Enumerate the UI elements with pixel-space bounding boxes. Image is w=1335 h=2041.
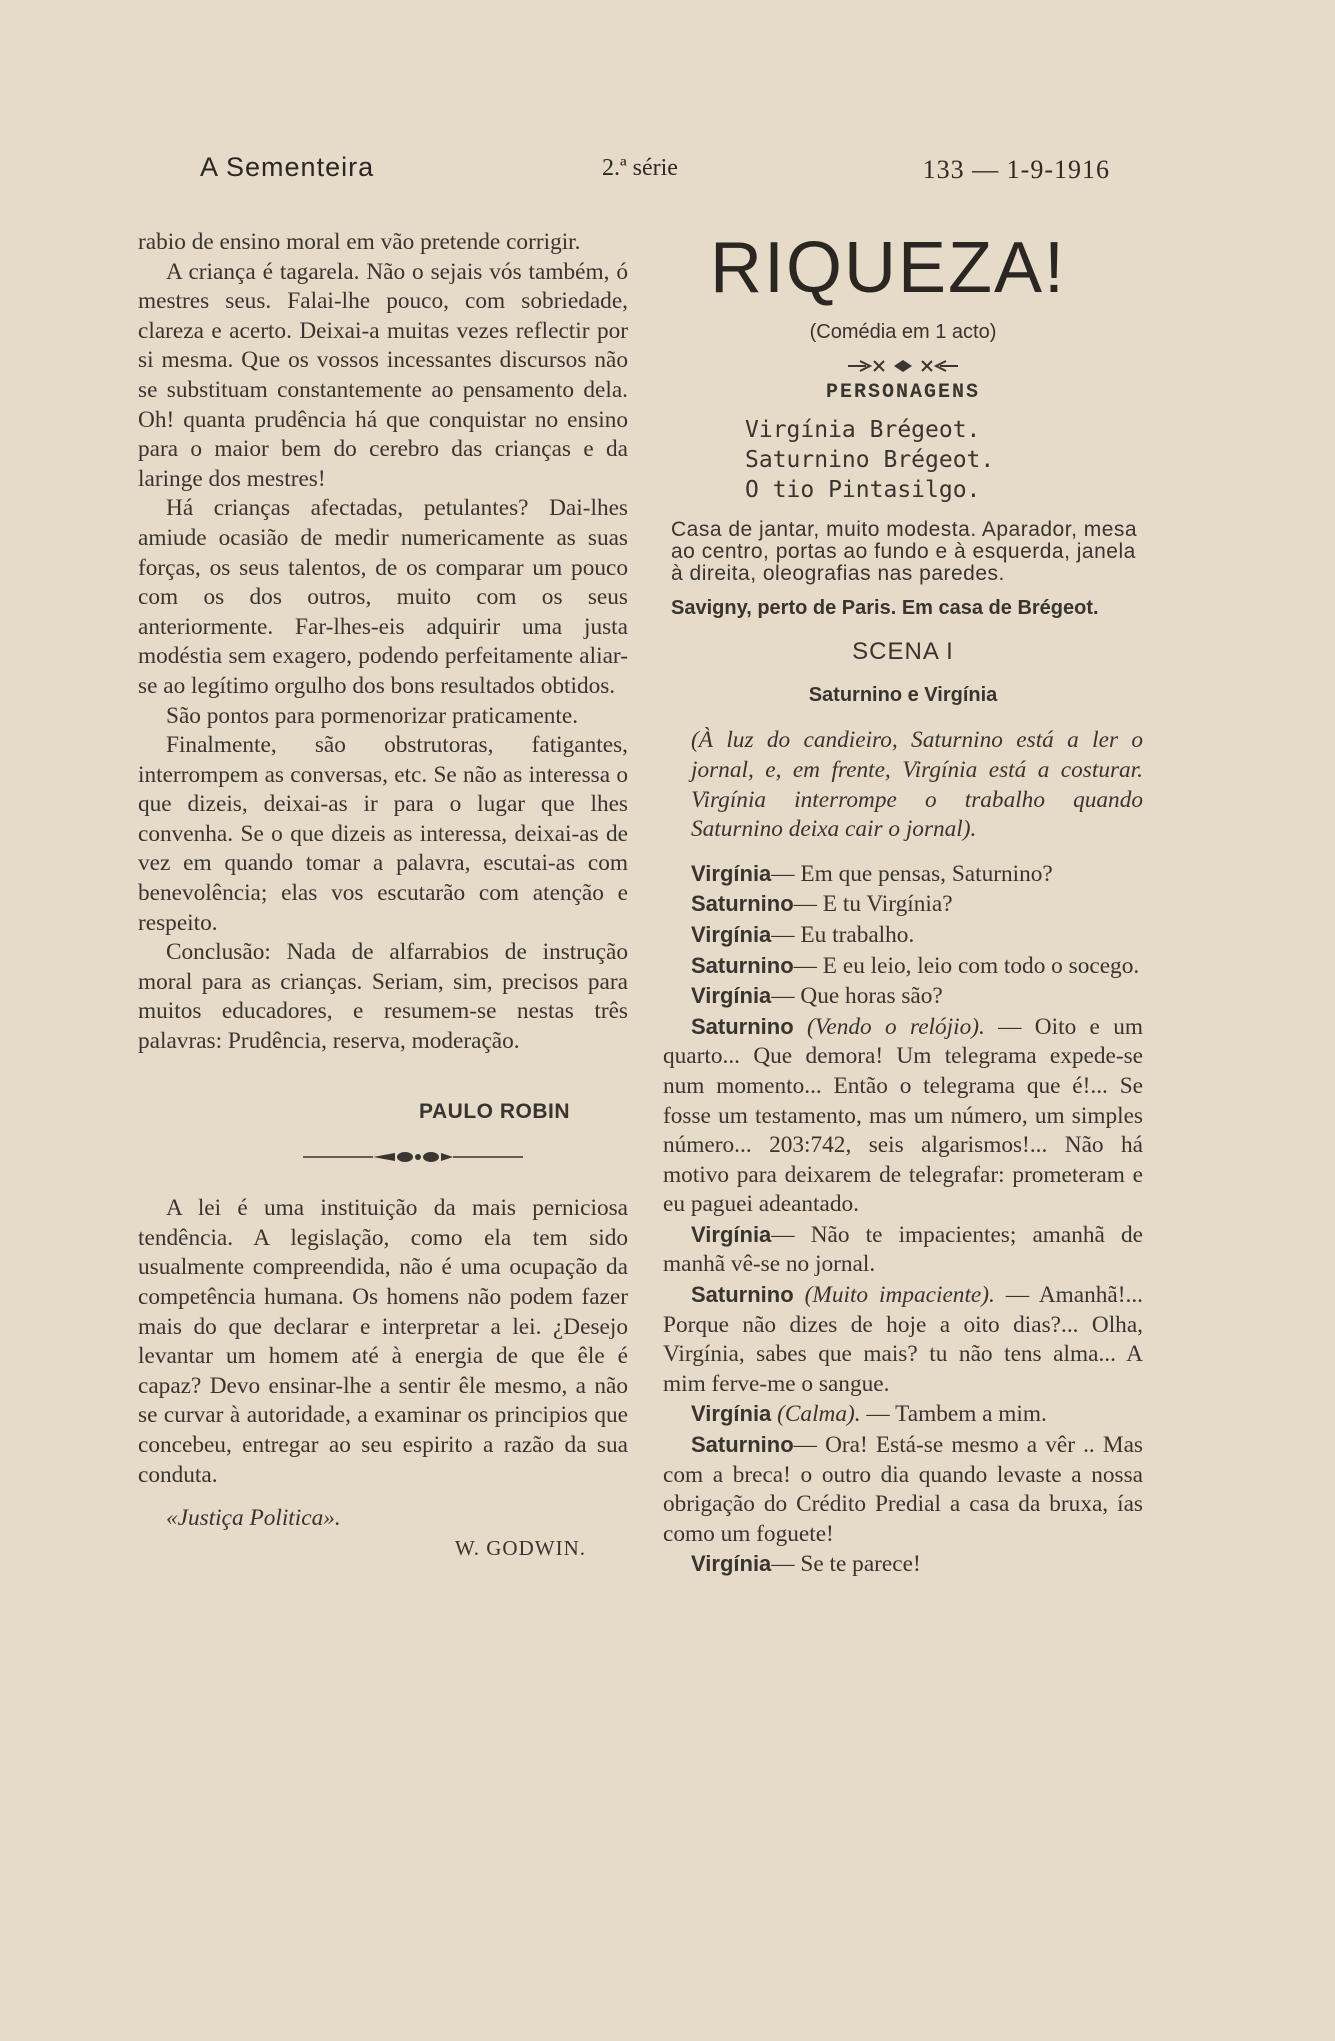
dialogue-text: — Se te parece! [771,1551,921,1578]
ornament-divider [138,1150,628,1164]
author-signature: PAULO ROBIN [419,1099,570,1123]
dialogue-line [663,1220,1143,1280]
paragraph: São pontos para pormenorizar praticamente. [166,702,579,729]
dialogue-text: — Não te impacientes; amanhã de manhã vê-se no jornal. [663,1221,1143,1278]
dialogue-line [663,859,1143,890]
quote-author: W. GODWIN. [454,1536,586,1561]
dialogue-line [663,920,1143,951]
ornament-divider [663,358,1143,374]
scene-characters: Saturnino e Virgínia [808,683,998,706]
cast-member: Saturnino Brégeot. [745,447,995,474]
left-column [138,228,628,1564]
dialogue-text: — E tu Virgínia? [793,891,953,918]
speaker-name: Virgínia [691,860,772,886]
quote-text: A lei é uma instituição da mais perniciosa tendência. A legislação, como ela tem sido usualmente compreendida, não é uma ocupação da competência humana. Os homens não podem fazer mais do que declarar e interpretar a lei. ¿Desejo levantar um homem até à energia de que êle é capaz? Devo ensinar-lhe a sentir êle mesmo, a não se curvar à autoridade, a examinar os principios que concebeu, entregar ao seu espirito a razão da sua conduta. [138,1195,628,1488]
dialogue-text: — E eu leio, leio com todo o socego. [793,952,1140,979]
play-title: RIQUEZA! [709,228,1067,308]
speaker-direction: (Vendo o relójio). [793,1013,985,1040]
dialogue-text: — Que horas são? [771,983,943,1010]
dialogue-line [663,951,1143,982]
paragraph: Há crianças afectadas, petulantes? Dai-lhes amiude ocasião de medir numericamente as suas forças, os seus talentos, de os comparar um pouco com os dos outros, muito com os seus anteriormente. Far-lhes-eis adquirir uma justa modéstia sem exagero, podendo perfeitamente aliar-se ao legítimo orgulho dos bons resultados obtidos. [138,495,628,699]
ornament-icon [848,358,958,374]
speaker-name: Virgínia [691,921,772,947]
place-description: Savigny, perto de Paris. Em casa de Brégeot. [671,597,1099,620]
right-column [663,228,1143,1580]
dialogue-text: — Tambem a mim. [860,1401,1047,1428]
cast-member: Virgínia Brégeot. [745,417,981,444]
issue-date: 133 — 1-9-1916 [922,155,1110,184]
cast-list [663,415,1143,505]
paragraph: A criança é tagarela. Não o sejais vós também, ó mestres seus. Falai-lhe pouco, com sobriedade, clareza e acerto. Deixai-a muitas vezes reflectir por si mesma. Que os vossos incessantes discursos não se substituam constantemente ao pensamento dela. Oh! quanta prudência há que conquistar no ensino para o maior bem do cerebro das crianças e da laringe dos mestres! [138,258,628,492]
paragraph: rabio de ensino moral em vão pretende corrigir. [138,229,581,255]
dialogue-line [663,1430,1143,1549]
speaker-name: Virgínia [691,1221,772,1247]
scene-heading: SCENA I [852,638,954,666]
ornament-icon [303,1150,523,1164]
quote-source: «Justiça Politica». [166,1505,341,1532]
dialogue-text: — Oito e um quarto... Que demora! Um telegrama expede-se num momento... Então o telegrama que é!... Se fosse um testamento, mas um número, um simples número... 203:742, seis algarismos!... Não há motivo para deixarem de telegrafar: prometeram e eu paguei adeantado. [663,1013,1143,1218]
dialogue-line [663,1549,1143,1580]
speaker-direction: (Calma). [771,1401,861,1428]
play-subtitle: (Comédia em 1 acto) [809,321,997,343]
paragraph: Finalmente, são obstrutoras, fatigantes, interrompem as conversas, etc. Se não as interessa o que dizeis, deixai-as ir para o lugar que lhes convenha. Se o que dizeis as interessa, deixai-as de vez em quando tomar a palavra, escutai-as com benevolência; elas vos escutarão com atenção e respeito. [138,732,628,936]
page-header [200,152,1110,192]
dialogue-line [663,1399,1143,1430]
dialogue-line [663,1280,1143,1399]
publication-title: A Sementeira [200,152,375,182]
speaker-name: Saturnino [691,952,794,978]
quote-citation [138,1504,628,1564]
paragraph: Conclusão: Nada de alfarrabios de instrução moral para as crianças. Seriam, sim, precisos para muitos educadores, e resumem-se nestas três palavras: Prudência, reserva, moderação. [138,939,628,1055]
speaker-name: Saturnino [691,1013,794,1039]
speaker-name: Virgínia [691,1401,772,1427]
dialogue-text: — Em que pensas, Saturnino? [771,860,1053,887]
speaker-name: Saturnino [691,1432,794,1458]
dialogue-line [663,889,1143,920]
personagens-heading: PERSONAGENS [825,380,981,404]
stage-direction: (À luz do candieiro, Saturnino está a ler o jornal, e, em frente, Virgínia está a costurar. Virgínia interrompe o trabalho quando Saturnino deixa cair o jornal). [691,727,1143,843]
dialogue-line [663,981,1143,1012]
setting-description: Casa de jantar, muito modesta. Aparador, mesa ao centro, portas ao fundo e à esquerda, janela à direita, oleografias nas paredes. [671,518,1138,586]
dialogue-text: — Eu trabalho. [771,921,915,948]
speaker-name: Virgínia [691,1551,772,1577]
speaker-name: Virgínia [691,983,772,1009]
speaker-name: Saturnino [691,1282,794,1308]
dialogue-text: — Ora! Está-se mesmo a vêr .. Mas com a breca! o outro dia quando levaste a nossa obrigação do Crédito Predial a casa da bruxa, ías como um foguete! [663,1432,1143,1547]
cast-member: O tio Pintasilgo. [745,477,981,504]
serie-label: 2.ª série [602,155,678,181]
speaker-direction: (Muito impaciente). [793,1282,995,1309]
speaker-name: Saturnino [691,891,794,917]
dialogue-line [663,1012,1143,1220]
dialogue-text: — Amanhã!... Porque não dizes de hoje a oito dias?... Olha, Virgínia, sabes que mais? tu não tens alma... A mim ferve-me o sangue. [663,1282,1143,1397]
